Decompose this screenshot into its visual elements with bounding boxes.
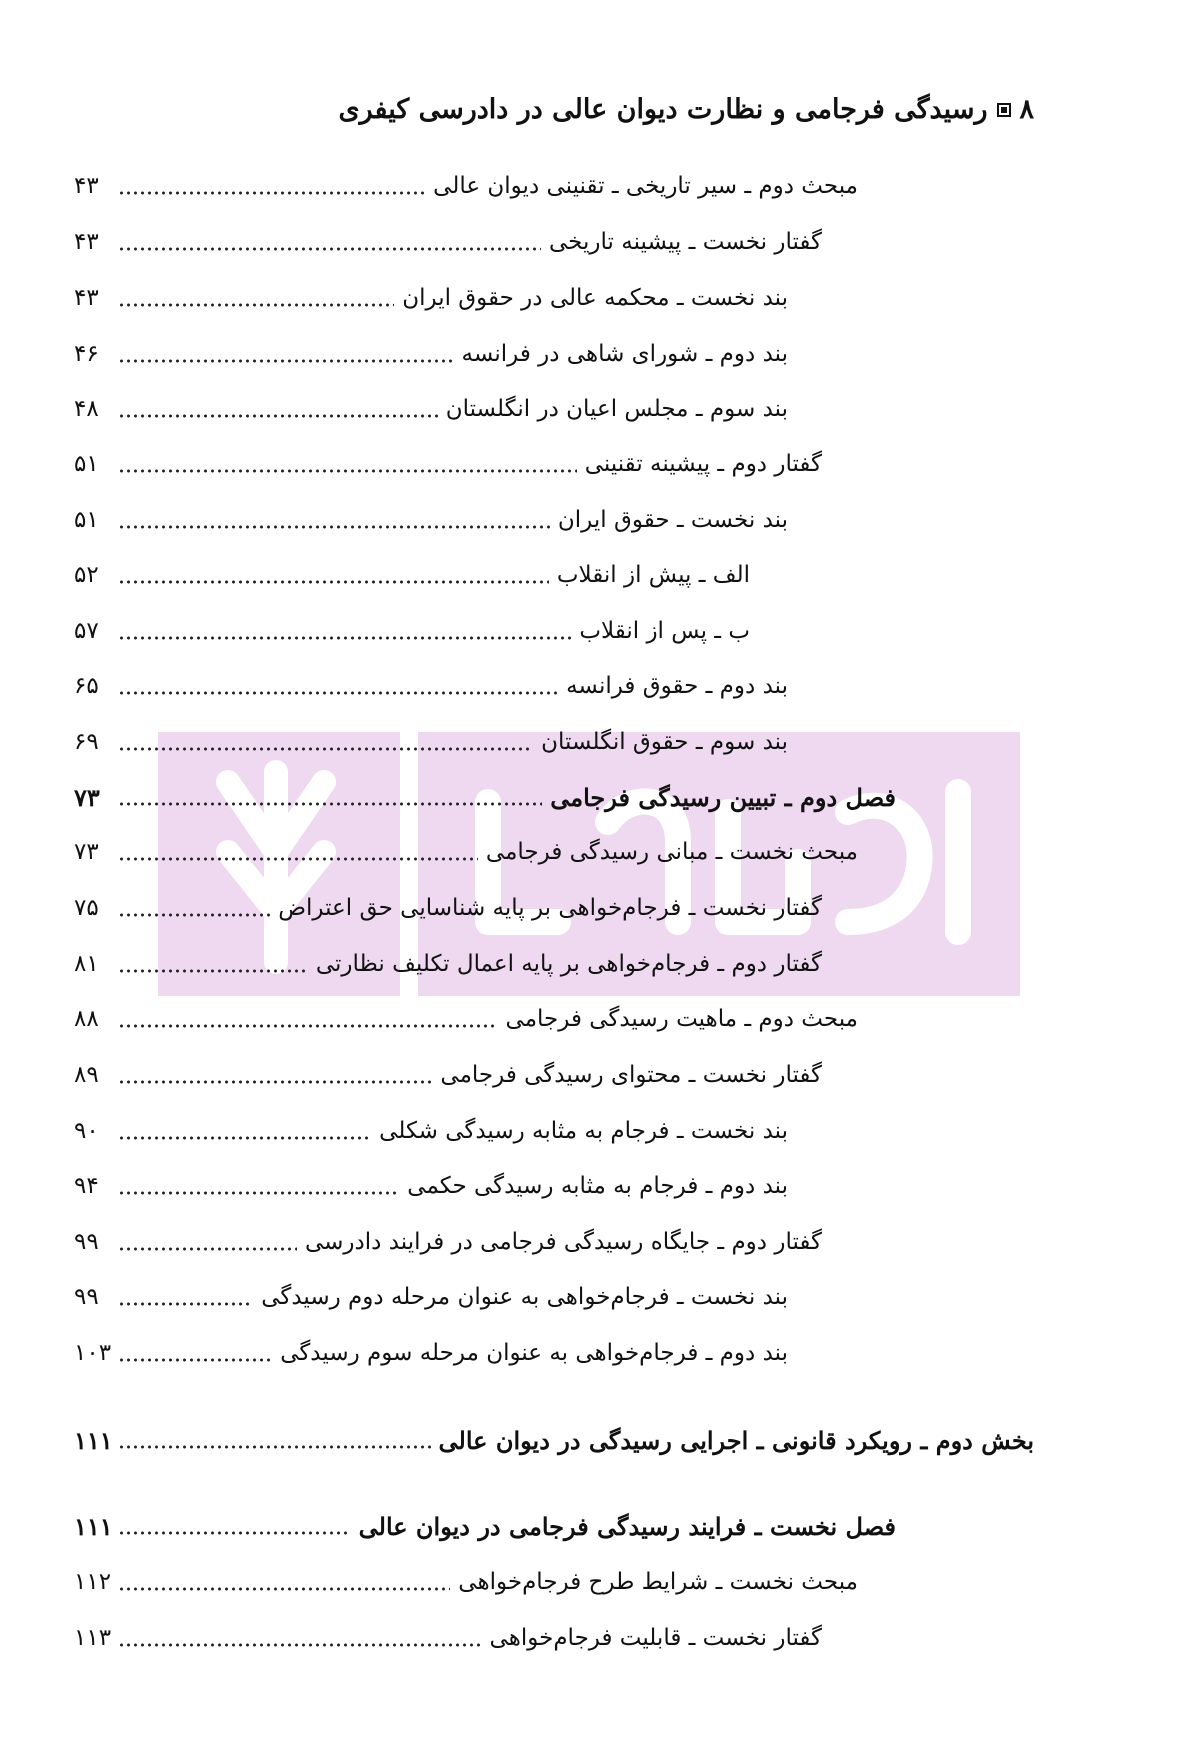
toc-entry-page: ۱۱۱ [74, 1511, 113, 1541]
leader-dots [118, 1444, 431, 1450]
toc-entry-page: ۵۲ [74, 562, 99, 588]
toc-entry-page: ۹۴ [74, 1173, 99, 1199]
leader-dots [118, 413, 438, 419]
toc-entry-title: گفتار نخست ـ محتوای رسیدگی فرجامی [440, 1062, 822, 1088]
toc-entry[interactable] [74, 1111, 788, 1151]
toc-entry-title: بند نخست ـ حقوق ایران [557, 507, 788, 533]
toc-entry-title: بند دوم ـ شورای شاهی در فرانسه [461, 341, 788, 367]
leader-dots [118, 246, 541, 252]
leader-dots [118, 801, 542, 807]
toc-entry[interactable] [74, 1562, 858, 1602]
toc-entry-title: بند سوم ـ حقوق انگلستان [541, 729, 788, 755]
leader-dots [118, 690, 558, 696]
toc-entry-page: ۴۶ [74, 341, 99, 367]
toc-entry[interactable] [74, 555, 750, 595]
toc-entry-title: گفتار نخست ـ پیشینه تاریخی [549, 229, 822, 255]
toc-entry-page: ۷۳ [74, 839, 99, 865]
toc-entry-title: بند نخست ـ فرجام به مثابه رسیدگی شکلی [379, 1118, 788, 1144]
leader-dots [118, 190, 425, 196]
toc-chapter-entry[interactable] [74, 1506, 896, 1546]
toc-entry-title: گفتار نخست ـ قابلیت فرجام‌خواهی [489, 1625, 822, 1651]
toc-entry-title: بند سوم ـ مجلس اعیان در انگلستان [445, 396, 788, 422]
toc-entry[interactable] [74, 1277, 788, 1317]
toc-entry[interactable] [74, 944, 822, 984]
toc-entry-page: ۹۹ [74, 1229, 99, 1255]
toc-entry-title: گفتار دوم ـ جایگاه رسیدگی فرجامی در فرایند دادرسی [304, 1229, 822, 1255]
leader-dots [118, 1190, 399, 1196]
toc-entry-title: بند نخست ـ محکمه عالی در حقوق ایران [402, 285, 788, 311]
leader-dots [118, 579, 549, 585]
toc-entry[interactable] [74, 722, 788, 762]
page-number: ۸ [1019, 94, 1034, 125]
toc-entry-page: ۴۸ [74, 396, 99, 422]
toc-entry-title: بند نخست ـ فرجام‌خواهی به عنوان مرحله دوم رسیدگی [261, 1284, 788, 1310]
toc-entry-page: ۷۵ [74, 895, 99, 921]
toc-entry[interactable] [74, 999, 858, 1039]
toc-entry-page: ۹۰ [74, 1118, 99, 1144]
toc-entry[interactable] [74, 166, 858, 206]
toc-entry-page: ۱۱۳ [74, 1625, 112, 1651]
leader-dots [118, 912, 270, 918]
leader-dots [118, 1530, 351, 1536]
toc-entry-page: ۷۳ [74, 782, 100, 812]
toc-entry-title: بند دوم ـ حقوق فرانسه [566, 673, 788, 699]
toc-entry[interactable] [74, 1618, 822, 1658]
toc-entry-title: گفتار نخست ـ فرجام‌خواهی بر پایه شناسایی حق اعتراض [278, 895, 822, 921]
toc-entry[interactable] [74, 389, 788, 429]
toc-entry[interactable] [74, 500, 788, 540]
leader-dots [118, 1301, 253, 1307]
toc-entry-page: ۵۱ [74, 507, 99, 533]
toc-entry-page: ۸۹ [74, 1062, 99, 1088]
toc-entry-page: ۴۳ [74, 229, 99, 255]
toc-entry-page: ۱۰۳ [74, 1340, 112, 1366]
toc-entry[interactable] [74, 1222, 822, 1262]
leader-dots [118, 968, 308, 974]
leader-dots [118, 1079, 432, 1085]
leader-dots [118, 635, 571, 641]
toc-entry-page: ۶۹ [74, 729, 99, 755]
toc-entry-title: گفتار دوم ـ فرجام‌خواهی بر پایه اعمال تکلیف نظارتی [315, 951, 822, 977]
toc-entry-title: مبحث دوم ـ ماهیت رسیدگی فرجامی [505, 1006, 858, 1032]
toc-entry-title: بند دوم ـ فرجام به مثابه رسیدگی حکمی [407, 1173, 788, 1199]
toc-entry[interactable] [74, 832, 858, 872]
toc-entry-title: مبحث نخست ـ مبانی رسیدگی فرجامی [485, 839, 858, 865]
toc-entry-page: ۴۳ [74, 173, 99, 199]
toc-entry-title: مبحث دوم ـ سیر تاریخی ـ تقنینی دیوان عالی [433, 173, 858, 199]
toc-entry[interactable] [74, 666, 788, 706]
toc-entry-title: الف ـ پیش از انقلاب [556, 562, 750, 588]
toc-entry[interactable] [74, 611, 750, 651]
toc-entry[interactable] [74, 888, 822, 928]
leader-dots [118, 1246, 297, 1252]
toc-entry-title: مبحث نخست ـ شرایط طرح فرجام‌خواهی [458, 1569, 858, 1595]
page-title: رسیدگی فرجامی و نظارت دیوان عالی در دادرسی کیفری [338, 94, 988, 125]
leader-dots [118, 1135, 371, 1141]
toc-entry[interactable] [74, 1333, 788, 1373]
toc-entry-title: بخش دوم ـ رویکرد قانونی ـ اجرایی رسیدگی در دیوان عالی [438, 1425, 1034, 1455]
toc-entry-title: ب ـ پس از انقلاب [579, 618, 750, 644]
toc-entry-title: بند دوم ـ فرجام‌خواهی به عنوان مرحله سوم رسیدگی [280, 1340, 788, 1366]
page-header [339, 94, 1034, 125]
toc-entry-page: ۴۳ [74, 285, 99, 311]
toc-entry-page: ۱۱۲ [74, 1569, 112, 1595]
toc-chapter-entry[interactable] [74, 777, 896, 817]
toc-entry[interactable] [74, 222, 822, 262]
toc-entry[interactable] [74, 278, 788, 318]
leader-dots [118, 302, 394, 308]
toc-entry-page: ۸۸ [74, 1006, 99, 1032]
toc-entry-page: ۶۵ [74, 673, 99, 699]
toc-entry[interactable] [74, 334, 788, 374]
toc-entry[interactable] [74, 444, 822, 484]
square-bullet-icon [997, 103, 1011, 117]
toc-entry-page: ۸۱ [74, 951, 99, 977]
toc-entry-title: گفتار دوم ـ پیشینه تقنینی [584, 451, 822, 477]
toc-entry-page: ۱۱۱ [74, 1425, 113, 1455]
leader-dots [118, 468, 577, 474]
leader-dots [118, 1023, 498, 1029]
leader-dots [118, 1586, 450, 1592]
leader-dots [118, 524, 550, 530]
toc-entry-page: ۹۹ [74, 1284, 99, 1310]
toc-entry[interactable] [74, 1166, 788, 1206]
leader-dots [118, 856, 478, 862]
leader-dots [118, 1642, 482, 1648]
toc-entry-title: فصل دوم ـ تبیین رسیدگی فرجامی [550, 782, 896, 812]
leader-dots [118, 358, 453, 364]
toc-entry-page: ۵۷ [74, 618, 99, 644]
toc-entry-page: ۵۱ [74, 451, 99, 477]
leader-dots [118, 1357, 272, 1363]
toc-part-entry[interactable] [74, 1420, 1034, 1460]
toc-entry[interactable] [74, 1055, 822, 1095]
toc-entry-title: فصل نخست ـ فرایند رسیدگی فرجامی در دیوان عالی [358, 1511, 896, 1541]
leader-dots [118, 746, 533, 752]
